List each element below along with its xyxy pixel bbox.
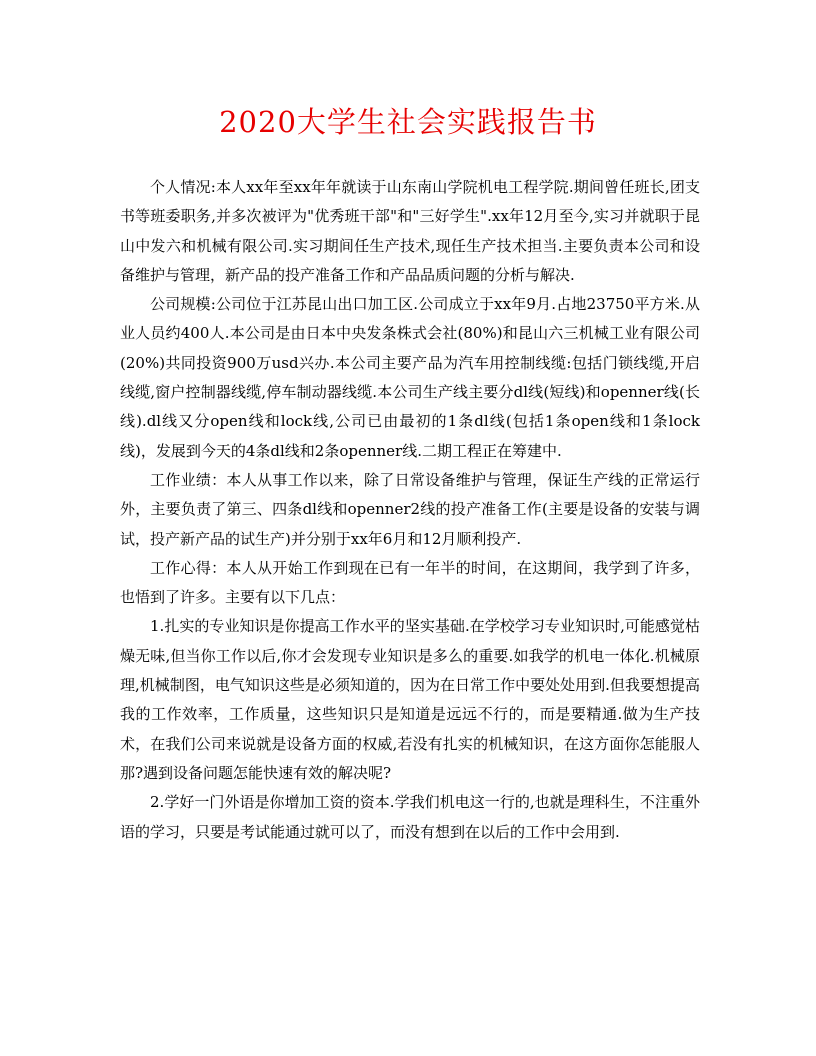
paragraph-work-insights: 工作心得：本人从开始工作到现在已有一年半的时间，在这期间，我学到了许多，也悟到了许多。主要有以下几点： [120, 558, 700, 607]
paragraph-point-1: 1.扎实的专业知识是你提高工作水平的坚实基础.在学校学习专业知识时,可能感觉枯燥无味,但当你工作以后,你才会发现专业知识是多么的重要.如我学的机电一体化.机械原理,机械制图，电气知识这些是必须知道的，因为在日常工作中要处处用到.但我要想提高我的工作效率，工作质量，这些知识只是知道是远远不行的，而是要精通.做为生产技术，在我们公司来说就是设备方面的权威,若没有扎实的机械知识，在这方面你怎能服人那?遇到设备问题怎能快速有效的解决呢? [120, 617, 700, 782]
paragraph-point-2: 2.学好一门外语是你增加工资的资本.学我们机电这一行的,也就是理科生，不注重外语的学习，只要是考试能通过就可以了，而没有想到在以后的工作中会用到. [120, 793, 700, 841]
document-title: 2020大学生社会实践报告书 [219, 105, 597, 139]
paragraph-work-achievements: 工作业绩：本人从事工作以来，除了日常设备维护与管理，保证生产线的正常运行外，主要负责了第三、四条dl线和openner2线的投产准备工作(主要是设备的安装与调试，投产新产品的试生产)并分别于xx年6月和12月顺利投产. [120, 470, 700, 548]
document-body [120, 173, 700, 847]
paragraph-personal-info: 个人情况:本人xx年至xx年年就读于山东南山学院机电工程学院.期间曾任班长,团支书等班委职务,并多次被评为"优秀班干部"和"三好学生".xx年12月至今,实习并就职于昆山中发六和机械有限公司.实习期间任生产技术,现任生产技术担当.主要负责本公司和设备维护与管理，新产品的投产准备工作和产品品质问题的分析与解决. [120, 178, 700, 284]
paragraph-company-scale: 公司规模:公司位于江苏昆山出口加工区.公司成立于xx年9月.占地23750平方米.从业人员约400人.本公司是由日本中央发条株式会社(80%)和昆山六三机械工业有限公司(20%)共同投资900万usd兴办.本公司主要产品为汽车用控制线缆:包括门锁线缆,开启线缆,窗户控制器线缆,停车制动器线缆.本公司生产线主要分dl线(短线)和openner线(长线).dl线又分open线和lock线,公司已由最初的1条dl线(包括1条open线和1条lock线)，发展到今天的4条dl线和2条openner线.二期工程正在筹建中. [120, 295, 700, 460]
